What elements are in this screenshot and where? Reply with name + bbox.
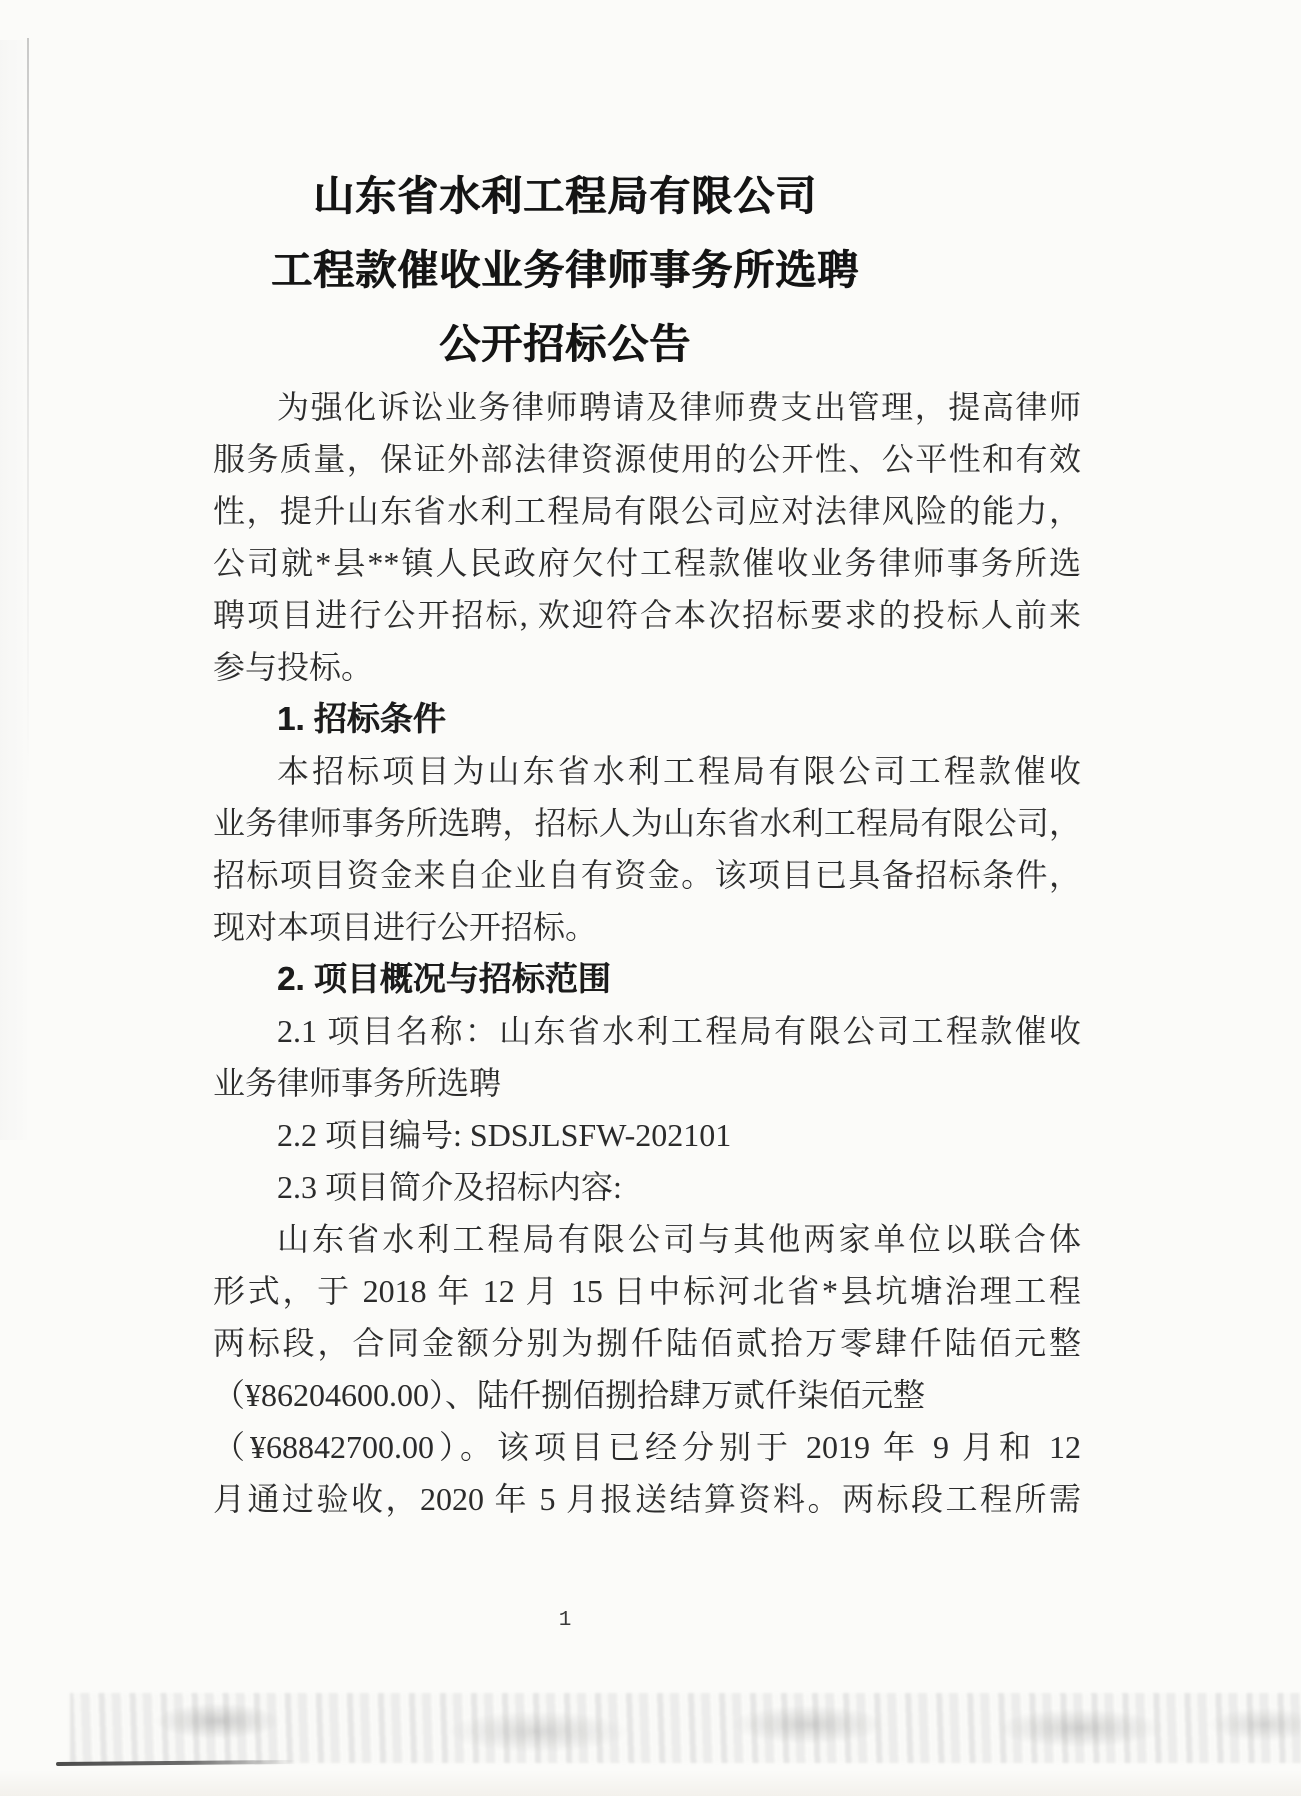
document-line: 招标项目资金来自企业自有资金。该项目已具备招标条件， bbox=[213, 857, 1081, 893]
scan-artifact-bottom-band bbox=[70, 1693, 1301, 1763]
document-line: 为强化诉讼业务律师聘请及律师费支出管理，提高律师 bbox=[277, 389, 1081, 425]
document-line: 现对本项目进行公开招标。 bbox=[213, 909, 598, 945]
document-line: 山东省水利工程局有限公司与其他两家单位以联合体 bbox=[277, 1221, 1081, 1257]
document-line: 本招标项目为山东省水利工程局有限公司工程款催收 bbox=[277, 753, 1081, 789]
document-line: 业务律师事务所选聘 bbox=[213, 1065, 502, 1101]
title-line-2: 工程款催收业务律师事务所选聘 bbox=[271, 247, 859, 293]
document-line: 2.1 项目名称：山东省水利工程局有限公司工程款催收 bbox=[277, 1013, 1081, 1049]
scan-artifact-bottom-line bbox=[56, 1760, 296, 1766]
document-line: 服务质量，保证外部法律资源使用的公开性、公平性和有效 bbox=[213, 441, 1081, 477]
document-body bbox=[213, 381, 1081, 1525]
section-heading-2: 2. 项目概况与招标范围 bbox=[277, 960, 611, 997]
title-line-1: 山东省水利工程局有限公司 bbox=[313, 173, 817, 219]
scan-artifact-bottom-edge bbox=[0, 1770, 1301, 1796]
title-line-3: 公开招标公告 bbox=[439, 321, 691, 367]
document-line: （¥86204600.00）、陆仟捌佰捌拾肆万贰仟柒佰元整 bbox=[213, 1377, 926, 1413]
document-line: 业务律师事务所选聘，招标人为山东省水利工程局有限公司， bbox=[213, 805, 1081, 841]
document-line: （¥68842700.00）。该项目已经分别于 2019 年 9 月和 12 bbox=[213, 1429, 1081, 1465]
section-heading-1: 1. 招标条件 bbox=[277, 700, 446, 737]
document-line: 参与投标。 bbox=[213, 649, 374, 685]
document-line: 聘项目进行公开招标, 欢迎符合本次招标要求的投标人前来 bbox=[213, 597, 1081, 633]
document-line: 2.3 项目简介及招标内容: bbox=[277, 1169, 622, 1205]
document-line-project-number: 2.2 项目编号: SDSJLSFW-202101 bbox=[277, 1117, 732, 1153]
document-line: 性，提升山东省水利工程局有限公司应对法律风险的能力， bbox=[213, 493, 1081, 529]
document-line: 公司就*县**镇人民政府欠付工程款催收业务律师事务所选 bbox=[213, 545, 1081, 581]
document-line: 两标段，合同金额分别为捌仟陆佰贰拾万零肆仟陆佰元整 bbox=[213, 1325, 1081, 1361]
document-title bbox=[105, 159, 1025, 381]
page-number: 1 bbox=[558, 1609, 572, 1632]
scan-artifact-left-edge-line bbox=[27, 38, 29, 788]
document-line: 月通过验收，2020 年 5 月报送结算资料。两标段工程所需 bbox=[213, 1481, 1081, 1517]
scan-artifact-left-margin bbox=[0, 40, 27, 1140]
document-line: 形式，于 2018 年 12 月 15 日中标河北省*县坑塘治理工程 bbox=[213, 1273, 1081, 1309]
